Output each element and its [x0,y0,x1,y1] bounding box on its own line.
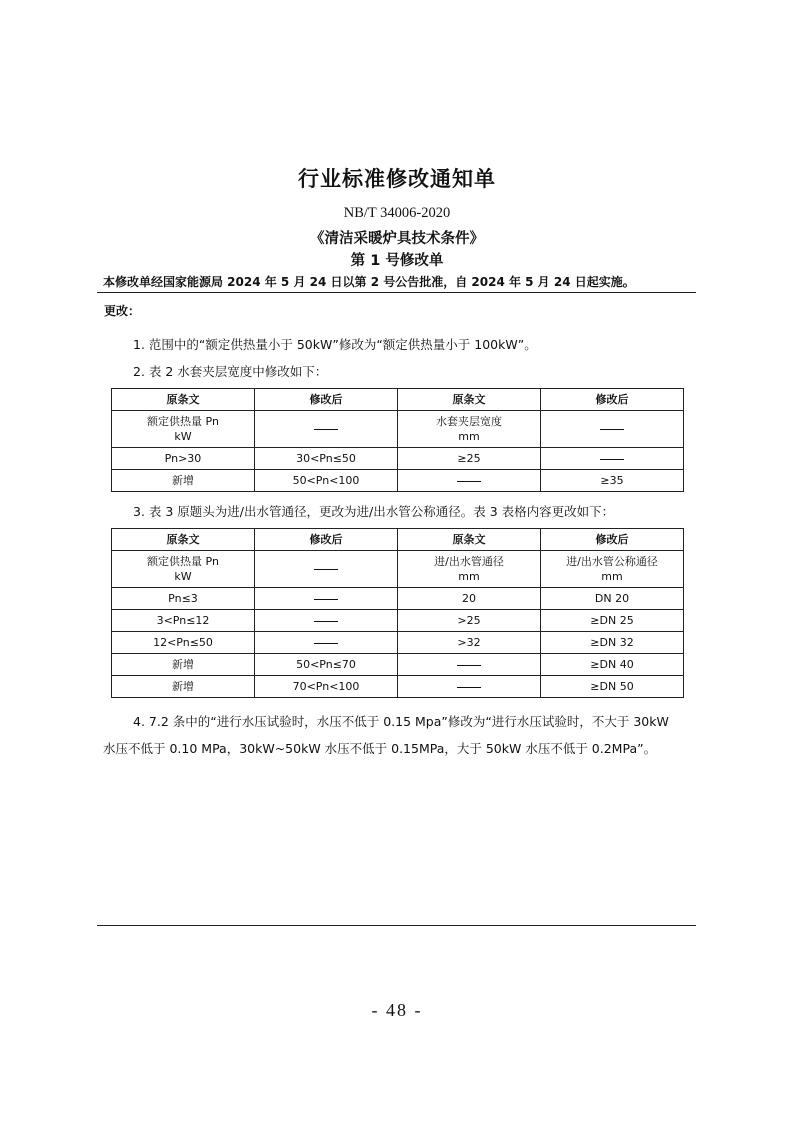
dash-mark [457,665,481,666]
table-cell [541,654,684,676]
cell-text: Pn>30 [164,452,202,465]
cell-text [541,422,683,437]
table-row [112,448,684,470]
cell-text: 70<Pn<100 [292,680,360,693]
amendment-number: 第 1 号修改单 [350,253,444,269]
cell-text: 新增 [172,680,194,693]
cell-text [398,473,540,488]
table-cell [398,676,541,698]
dash-mark [314,569,338,570]
table-cell [398,411,541,448]
table-cell [112,654,255,676]
cell-text: 进/出水管通径 [434,555,504,568]
cell-text: Pn≤3 [168,592,198,605]
cell-text: 3<Pn≤12 [156,614,210,627]
table-cell [255,654,398,676]
change-item-1: 1. 范围中的“额定供热量小于 50kW”修改为“额定供热量小于 100kW”。 [133,337,537,352]
table-row [112,551,684,588]
table-cell [541,470,684,492]
table-cell [255,632,398,654]
table-row [112,588,684,610]
page-number: - 48 - [371,1000,423,1020]
header-cell: 修改后 [255,389,398,411]
cell-text: 额定供热量 Pn [147,415,219,428]
cell-text: ≥DN 25 [590,614,634,627]
cell-text: mm [458,570,480,583]
table-cell [255,411,398,448]
dash-mark [314,643,338,644]
change-item-2: 2. 表 2 水套夹层宽度中修改如下： [133,364,328,379]
header-cell: 修改后 [541,389,684,411]
table-row [112,411,684,448]
notice-title: 行业标准修改通知单 [298,167,496,191]
dash-mark [457,687,481,688]
table-cell [112,551,255,588]
table-cell [255,470,398,492]
table-cell [541,551,684,588]
cell-text: 新增 [172,474,194,487]
table-cell [255,610,398,632]
changes-label: 更改： [104,304,141,318]
cell-text [255,562,397,577]
dash-mark [600,429,624,430]
table-cell [541,632,684,654]
table-cell [398,470,541,492]
table-cell [255,448,398,470]
cell-text: DN 20 [594,592,630,605]
change-item-4-continued: 水压不低于 0.10 MPa，30kW~50kW 水压不低于 0.15MPa，大于 50kW 水压不低于 0.2MPa”。 [103,741,657,756]
cell-text: >32 [457,636,481,649]
dash-mark [314,429,338,430]
cell-text: ≥DN 50 [590,680,634,693]
header-cell: 修改后 [255,529,398,551]
header-divider [97,292,696,293]
change-item-4: 4. 7.2 条中的“进行水压试验时，水压不低于 0.15 Mpa”修改为“进行水压试验时，不大于 30kW [133,714,669,729]
header-cell: 原条文 [112,389,255,411]
table-header-row [112,389,684,411]
header-cell: 原条文 [398,389,541,411]
table-cell [398,551,541,588]
cell-text: 20 [462,592,476,605]
cell-text: kW [174,570,192,583]
table-cell [112,676,255,698]
dash-mark [314,599,338,600]
dash-mark [314,621,338,622]
table-cell [541,676,684,698]
cell-text: ≥DN 32 [590,636,634,649]
cell-text: 水套夹层宽度 [436,415,502,428]
change-item-3: 3. 表 3 原题头为进/出水管通径，更改为进/出水管公称通径。表 3 表格内容更改如下： [133,504,615,519]
table-cell [398,654,541,676]
header-cell: 原条文 [398,529,541,551]
cell-text [398,679,540,694]
table-cell [541,610,684,632]
cell-text [255,635,397,650]
table-cell [112,588,255,610]
table-cell [541,411,684,448]
table-cell [541,588,684,610]
cell-text: 额定供热量 Pn [147,555,219,568]
table-row [112,654,684,676]
approval-statement: 本修改单经国家能源局 2024 年 5 月 24 日以第 2 号公告批准，自 2024 年 5 月 24 日起实施。 [103,275,635,289]
cell-text: 50<Pn≤70 [296,658,356,671]
cell-text: ≥25 [457,452,481,465]
table-cell [112,470,255,492]
cell-text [398,657,540,672]
cell-text: 新增 [172,658,194,671]
table-row [112,632,684,654]
cell-text: mm [601,570,623,583]
dash-mark [457,481,481,482]
table-header-row [112,529,684,551]
cell-text: >25 [457,614,481,627]
table-cell [112,411,255,448]
cell-text: mm [458,430,480,443]
table-cell [398,588,541,610]
table-cell [112,632,255,654]
table-cell [398,632,541,654]
table-cell [255,676,398,698]
cell-text: 30<Pn≤50 [296,452,356,465]
cell-text: 12<Pn≤50 [153,636,213,649]
table-cell [255,551,398,588]
header-cell: 原条文 [112,529,255,551]
table-2-amendment [111,388,684,492]
cell-text: ≥35 [600,474,624,487]
dash-mark [600,459,624,460]
cell-text [255,613,397,628]
cell-text [255,591,397,606]
cell-text: kW [174,430,192,443]
table-cell [398,610,541,632]
cell-text [255,422,397,437]
table-cell [112,610,255,632]
standard-number: NB/T 34006-2020 [343,205,451,221]
table-row [112,676,684,698]
table-cell [398,448,541,470]
standard-name: 《清洁采暖炉具技术条件》 [310,231,484,247]
table-cell [541,448,684,470]
table-cell [112,448,255,470]
cell-text: 50<Pn<100 [292,474,360,487]
cell-text [541,451,683,466]
table-cell [255,588,398,610]
table-row [112,610,684,632]
cell-text: 进/出水管公称通径 [566,555,658,568]
table-3-amendment [111,528,684,698]
footer-divider [97,925,696,926]
header-cell: 修改后 [541,529,684,551]
table-row [112,470,684,492]
cell-text: ≥DN 40 [590,658,634,671]
